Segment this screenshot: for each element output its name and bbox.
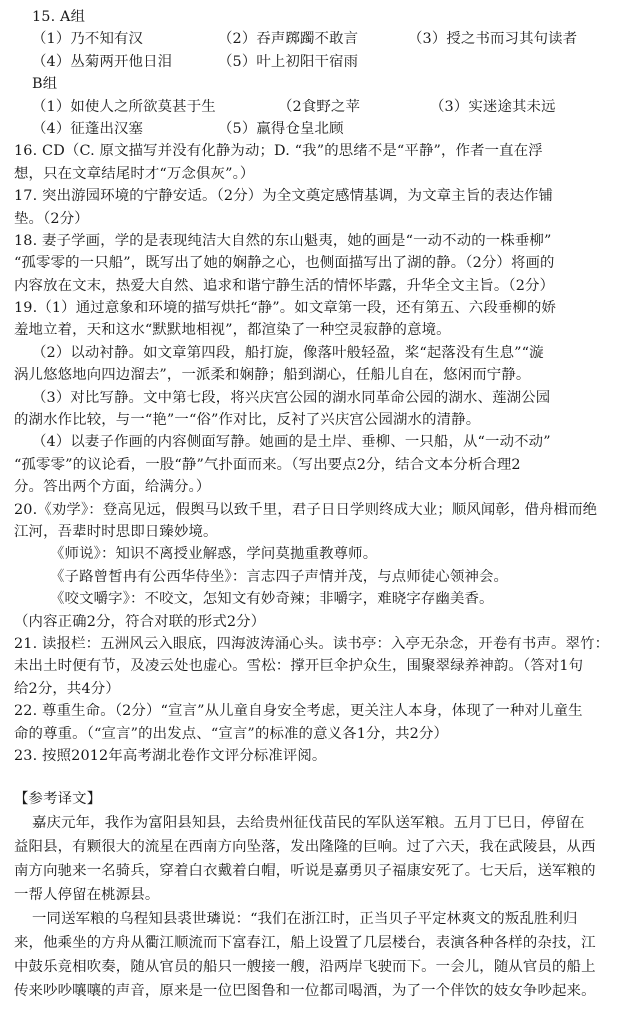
q18-line-2: “孤零零的一只船”，既写出了她的娴静之心，也侧面描写出了湖的静。（2分）将画的 xyxy=(14,255,555,272)
q15-group-a-title: 15. A组 xyxy=(32,9,86,25)
q23-line: 23. 按照2012年高考湖北卷作文评分标准评阅。 xyxy=(14,747,327,764)
question-22 xyxy=(0,700,640,745)
translation-p1-line-2: 益阳县，有颗很大的流星在西南方向坠落，发出隆隆的巨响。过了六天，我在武陵县，从西 xyxy=(14,839,596,856)
q19-p4-line-1: （4）以妻子作画的内容侧面写静。她画的是土岸、垂柳、一只船，从“一动不动” xyxy=(32,434,551,451)
q15-b1: （1）如使人之所欲莫甚于生 xyxy=(32,98,216,115)
q15-group-b-row-2 xyxy=(0,118,640,140)
q15-a1: （1）乃不知有汉 xyxy=(32,31,144,48)
q15-group-b-title: B组 xyxy=(32,76,58,93)
q15-a2: （2）吞声踯躅不敢言 xyxy=(218,31,359,48)
reference-translation xyxy=(0,787,640,1003)
translation-p2-line-3: 中鼓乐竞相吹奏，随从官员的船只一艘接一艘，沿两岸飞驶而下。一会儿，随从官员的船上 xyxy=(14,959,596,976)
q19-p2-line-1: （2）以动衬静。如文章第四段，船打旋，像落叶般轻盈，桨“起落没有生息”“漩 xyxy=(32,344,544,361)
q20-scoring-note: （内容正确2分，符合对联的形式2分） xyxy=(14,613,266,630)
q19-p2-line-2: 涡儿悠悠地向四边溜去”，一派柔和娴静；船到湖心，任船儿自在，悠闲而宁静。 xyxy=(14,367,531,384)
q15-b5: （5）羸得仓皇北顾 xyxy=(218,120,344,137)
q19-p1-line-2: 羞地立着，天和这水“默默地相视”，都渲染了一种空灵寂静的意境。 xyxy=(14,322,451,339)
q15-b4: （4）征蓬出汉塞 xyxy=(32,120,144,137)
question-17 xyxy=(0,185,640,230)
q22-line-2: 命的尊重。（“宣言”的出发点、“宣言”的标准的意义各1分，共2分） xyxy=(14,725,449,742)
q19-p3-line-2: 的湖水作比较，与一“艳”一“俗”作对比，反衬了兴庆宫公园湖水的清静。 xyxy=(14,412,481,429)
question-21 xyxy=(0,633,640,700)
q15-group-a-row-2 xyxy=(0,51,640,73)
question-19 xyxy=(0,297,640,499)
q18-line-1: 18. 妻子学画，学的是表现纯洁大自然的东山魁夷，她的画是“一动不动的一株垂柳” xyxy=(14,232,552,249)
q19-p4-line-3: 分。答出两个方面，给满分。） xyxy=(14,479,211,496)
q21-line-2: 未出土时便有节，及凌云处也虚心。雪松：撑开巨伞护众生，围聚翠绿养神韵。（答对1句 xyxy=(14,658,584,675)
q18-line-3: 内容放在文末，热爱大自然、追求和谐宁静生活的情怀毕露，升华全文主旨。（2分） xyxy=(14,277,555,294)
q15-a3: （3）授之书而习其句读者 xyxy=(408,31,578,48)
question-16 xyxy=(0,140,640,185)
q16-line-2: 想，只在文章结尾时才“万念俱灰”。） xyxy=(14,165,255,182)
q19-p3-line-1: （3）对比写静。文中第七段，将兴庆宫公园的湖水同革命公园的湖水、莲湖公园 xyxy=(32,389,551,406)
section-spacer xyxy=(0,767,640,787)
translation-p2-line-1: 一同送军粮的乌程知县裘世璘说：“我们在浙江时，正当贝子平定林爽文的叛乱胜利归 xyxy=(32,911,578,928)
q15-a5: （5）叶上初阳干宿雨 xyxy=(218,53,359,70)
translation-p1-line-4: 一帮人停留在桃源县。 xyxy=(14,887,160,904)
q22-line-1: 22. 尊重生命。（2分）“宣言”从儿童自身安全考虑，更关注人本身，体现了一种对儿童生 xyxy=(14,703,583,720)
q15-b3: （3）实迷途其未远 xyxy=(430,98,556,115)
q20-couplet-3: 《咬文嚼字》：不咬文，怎知文有妙奇辣；非嚼字，难晓字存幽美香。 xyxy=(50,591,494,608)
question-15 xyxy=(0,6,640,140)
q15-a4: （4）丛菊两开他日泪 xyxy=(32,53,173,70)
question-18 xyxy=(0,230,640,297)
q17-line-1: 17. 突出游园环境的宁静安适。（2分）为全文奠定感情基调，为文章主旨的表达作铺 xyxy=(14,188,554,205)
q15-group-b-row-1 xyxy=(0,96,640,118)
q21-line-3: 给2分，共4分） xyxy=(14,680,120,697)
question-20 xyxy=(0,499,640,633)
q20-couplet-1: 《师说》：知识不离授业解惑，学问莫拋重教尊师。 xyxy=(50,546,378,563)
translation-p2-line-4: 传来吵吵嚷嚷的声音，原来是一位巴图鲁和一位都司喝酒，为了一个伴饮的妓女争吵起来。 xyxy=(14,983,596,1000)
q16-line-1: 16. CD（C. 原文描写并没有化静为动；D. “我”的思绪不是“平静”，作者一直在浮 xyxy=(14,143,543,160)
q15-group-a-row-1 xyxy=(0,28,640,50)
translation-p1-line-1: 嘉庆元年，我作为富阳县知县，去给贵州征伐苗民的军队送军粮。五月丁巳日，停留在 xyxy=(32,815,585,832)
q20-line-1: 20.《劝学》：登高见远，假舆马以致千里，君子日日学则终成大业；顺风闻彰，借舟楫而绝 xyxy=(14,501,598,518)
translation-p2-line-2: 来，他乘坐的方舟从衢江顺流而下富春江，船上设置了几层楼台，表演各种各样的杂技，江 xyxy=(14,935,596,952)
q20-couplet-2: 《子路曾皙冉有公西华侍坐》：言志四子声情并茂，与点师徒心领神会。 xyxy=(50,568,509,585)
translation-heading: 【参考译文】 xyxy=(14,791,102,808)
q19-p1-line-1: 19.（1）通过意象和环境的描写烘托“静”。如文章第一段，还有第五、六段垂柳的娇 xyxy=(14,300,557,317)
translation-p1-line-3: 南方向驰来一名骑兵，穿着白衣戴着白帽，听说是嘉勇贝子福康安死了。七天后，送军粮的 xyxy=(14,863,596,880)
q19-p4-line-2: “孤零零”的议论看，一股“静”气扑面而来。（写出要点2分，结合文本分析合理2 xyxy=(14,456,521,473)
q21-line-1: 21. 读报栏：五洲风云入眼底，四海波涛涌心头。读书亭：入亭无杂念，开卷有书声。翠竹： xyxy=(14,635,610,652)
q15-b2: （2食野之苹 xyxy=(278,98,361,115)
q20-line-2: 江河，吾辈时时思即日臻妙境。 xyxy=(14,523,218,540)
q17-line-2: 垫。（2分） xyxy=(14,210,89,227)
question-23 xyxy=(0,745,640,767)
